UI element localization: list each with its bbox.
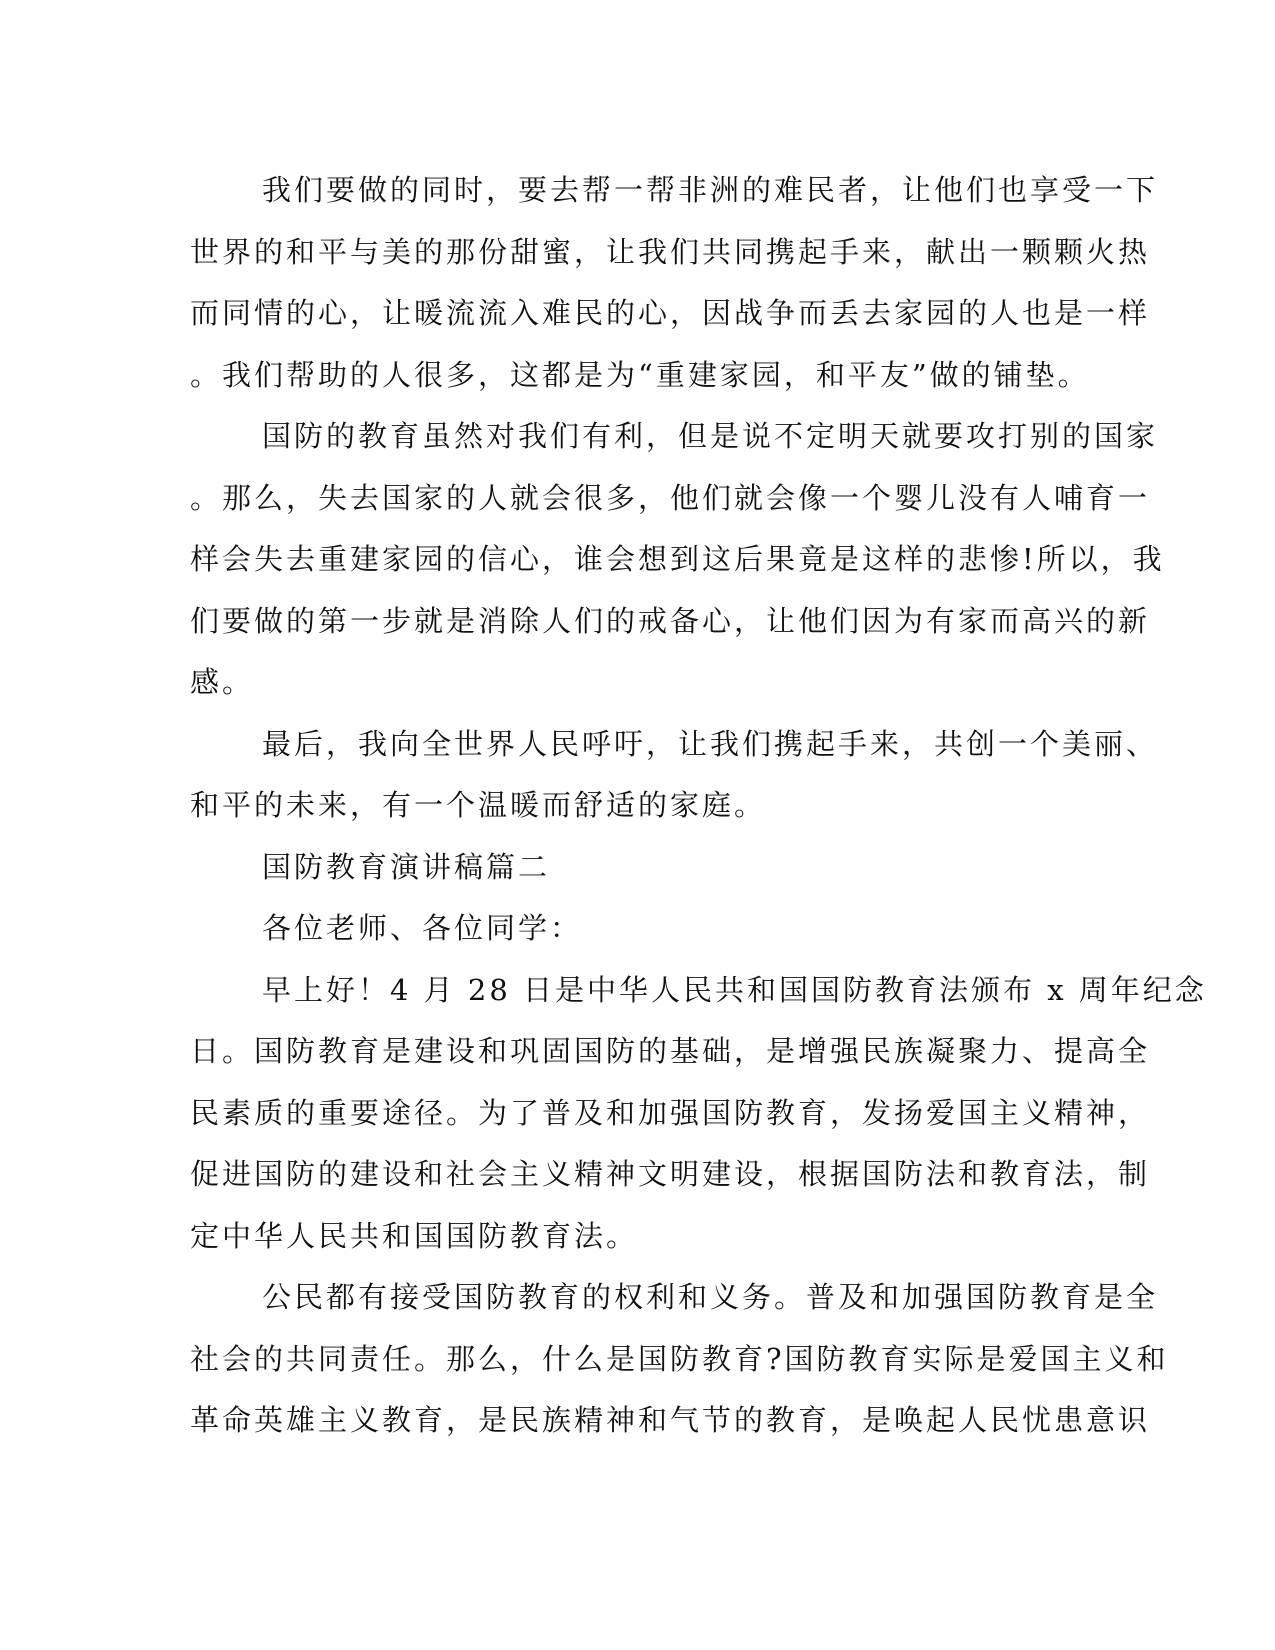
document-body bbox=[190, 160, 1207, 1452]
section-heading bbox=[190, 837, 1080, 899]
text-line: 和平的未来，有一个温暖而舒适的家庭。 bbox=[190, 788, 767, 822]
paragraph bbox=[190, 160, 1159, 406]
text-line: 日。国防教育是建设和巩固国防的基础，是增强民族凝聚力、提高全 bbox=[190, 1034, 1151, 1068]
text-line: 们要做的第一步就是消除人们的戒备心，让他们因为有家而高兴的新 bbox=[190, 603, 1151, 638]
salutation-text: 各位老师、各位同学： bbox=[262, 911, 583, 945]
text-line: 。我们帮助的人很多，这都是为“重建家园，和平友”做的铺垫。 bbox=[190, 357, 1090, 392]
text-line: 定中华人民共和国国防教育法。 bbox=[190, 1218, 639, 1253]
text-line: 国防的教育虽然对我们有利，但是说不定明天就要攻打别的国家 bbox=[262, 419, 1159, 453]
paragraph bbox=[190, 406, 1165, 714]
text-line: 。那么，失去国家的人就会很多，他们就会像一个婴儿没有人哺育一 bbox=[190, 480, 1151, 515]
text-line: 早上好！4 月 28 日是中华人民共和国国防教育法颁布 x 周年纪念 bbox=[262, 972, 1207, 1007]
text-line: 样会失去重建家园的信心，谁会想到这后果竟是这样的悲惨!所以，我 bbox=[190, 542, 1165, 576]
text-line: 革命英雄主义教育，是民族精神和气节的教育，是唤起人民忧患意识 bbox=[190, 1403, 1151, 1437]
text-line: 而同情的心，让暖流流入难民的心，因战争而丢去家园的人也是一样 bbox=[190, 296, 1151, 330]
text-line: 我们要做的同时，要去帮一帮非洲的难民者，让他们也享受一下 bbox=[262, 173, 1159, 207]
paragraph bbox=[190, 1267, 1169, 1452]
text-line: 公民都有接受国防教育的权利和义务。普及和加强国防教育是全 bbox=[262, 1280, 1159, 1314]
text-line: 感。 bbox=[190, 665, 255, 699]
heading-text: 国防教育演讲稿篇二 bbox=[262, 849, 551, 884]
paragraph bbox=[190, 960, 1207, 1268]
text-line: 民素质的重要途径。为了普及和加强国防教育，发扬爱国主义精神， bbox=[190, 1095, 1151, 1130]
text-line: 促进国防的建设和社会主义精神文明建设，根据国防法和教育法，制 bbox=[190, 1157, 1151, 1191]
text-line: 世界的和平与美的那份甜蜜，让我们共同携起手来，献出一颗颗火热 bbox=[190, 234, 1151, 269]
paragraph bbox=[190, 714, 1159, 837]
salutation bbox=[190, 898, 1080, 960]
text-line: 社会的共同责任。那么，什么是国防教育?国防教育实际是爱国主义和 bbox=[190, 1341, 1169, 1376]
text-line: 最后，我向全世界人民呼吁，让我们携起手来，共创一个美丽、 bbox=[262, 726, 1159, 761]
